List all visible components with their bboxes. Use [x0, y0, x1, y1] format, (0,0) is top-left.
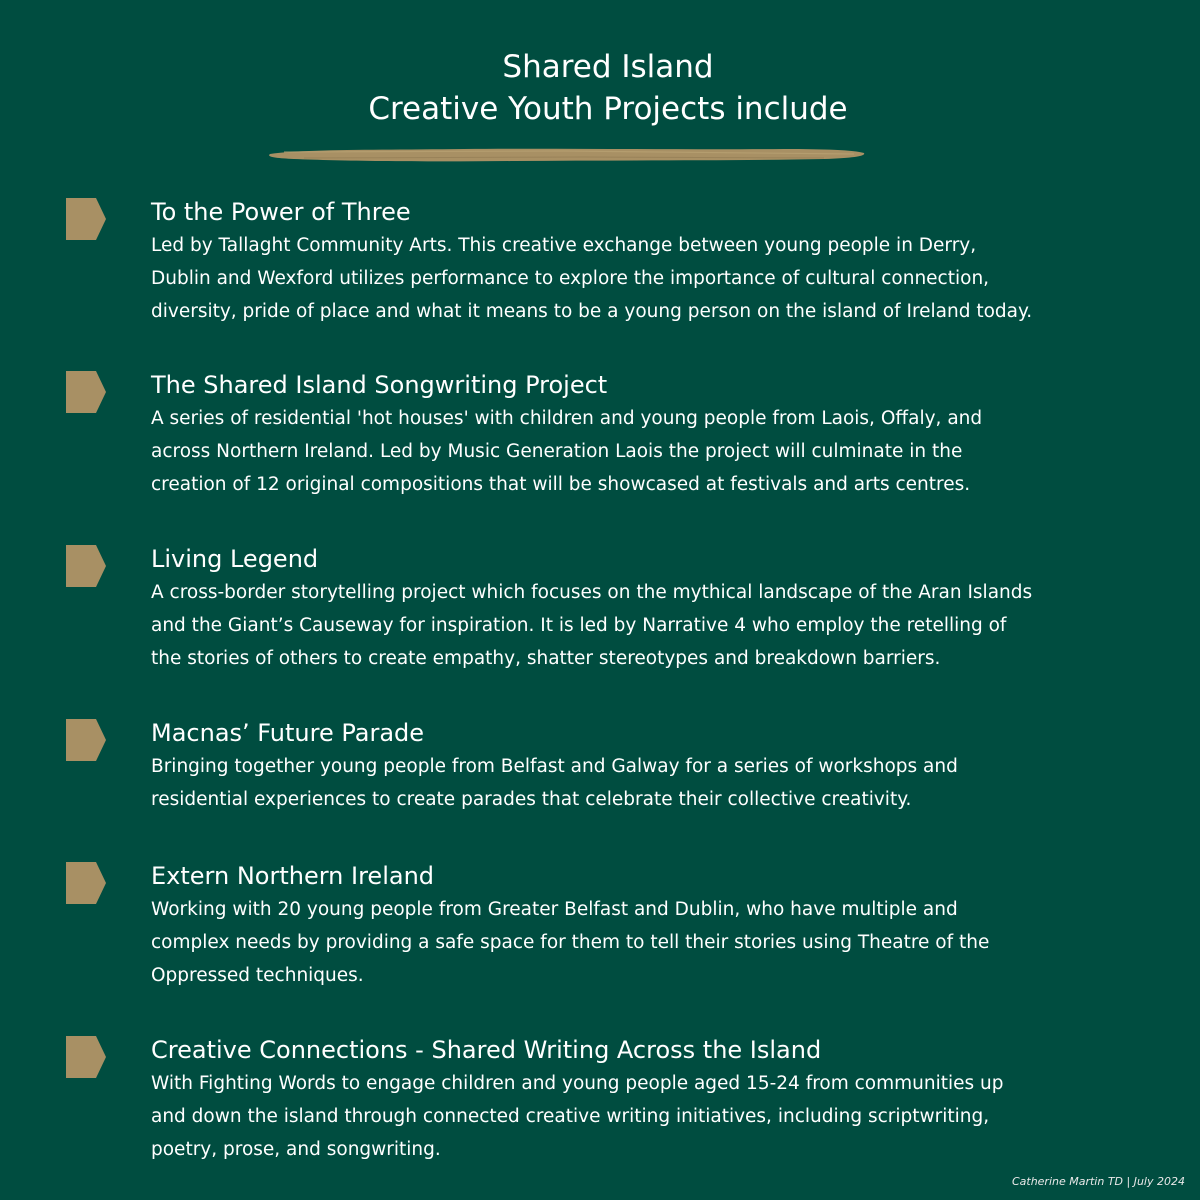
title-line-1: Shared Island	[502, 49, 714, 85]
description-line: residential experiences to create parades that celebrate their collective creativity.	[151, 789, 912, 810]
project-title: Extern Northern Ireland	[151, 862, 435, 890]
description-line: and the Giant’s Causeway for inspiration. It is led by Narrative 4 who employ the retelling of	[151, 615, 1007, 636]
description-line: A cross-border storytelling project which focuses on the mythical landscape of the Aran Islands	[151, 582, 1033, 603]
title-line-2: Creative Youth Projects include	[368, 91, 848, 127]
project-description	[151, 893, 1200, 992]
description-line: With Fighting Words to engage children and young people aged 15-24 from communities up	[151, 1073, 1004, 1094]
description-line: Bringing together young people from Belfast and Galway for a series of workshops and	[151, 756, 958, 777]
project-description	[151, 229, 1200, 328]
project-title: Macnas’ Future Parade	[151, 719, 425, 747]
description-line: Working with 20 young people from Greater Belfast and Dublin, who have multiple and	[151, 899, 958, 920]
project-title: Living Legend	[151, 545, 319, 573]
description-line: the stories of others to create empathy, shatter stereotypes and breakdown barriers.	[151, 648, 941, 669]
pentagon-arrow-bullet-icon	[66, 545, 106, 587]
description-line: Oppressed techniques.	[151, 965, 364, 986]
pentagon-arrow-bullet-icon	[66, 719, 106, 761]
description-line: creation of 12 original compositions that will be showcased at festivals and arts centres.	[151, 474, 971, 495]
pentagon-arrow-bullet-icon	[66, 198, 106, 240]
project-title: To the Power of Three	[151, 198, 411, 226]
footer-credit: Catherine Martin TD | July 2024	[1011, 1175, 1185, 1188]
description-line: complex needs by providing a safe space for them to tell their stories using Theatre of the	[151, 932, 990, 953]
project-description	[151, 402, 1200, 501]
description-line: Led by Tallaght Community Arts. This creative exchange between young people in Derry,	[151, 235, 977, 256]
description-line: Dublin and Wexford utilizes performance to explore the importance of cultural connection,	[151, 268, 990, 289]
description-line: A series of residential 'hot houses' with children and young people from Laois, Offaly, and	[151, 408, 983, 429]
description-line: diversity, pride of place and what it means to be a young person on the island of Ireland today.	[151, 301, 1033, 322]
pentagon-arrow-bullet-icon	[66, 1036, 106, 1078]
page-title	[0, 46, 1200, 130]
description-line: poetry, prose, and songwriting.	[151, 1139, 441, 1160]
pentagon-arrow-bullet-icon	[66, 862, 106, 904]
description-line: across Northern Ireland. Led by Music Generation Laois the project will culminate in the	[151, 441, 963, 462]
project-description	[151, 576, 1200, 675]
gold-brush-stroke-divider	[264, 145, 868, 165]
project-description	[151, 750, 1200, 816]
pentagon-arrow-bullet-icon	[66, 371, 106, 413]
description-line: and down the island through connected creative writing initiatives, including scriptwriting,	[151, 1106, 990, 1127]
project-description	[151, 1067, 1200, 1166]
project-title: Creative Connections - Shared Writing Across the Island	[151, 1036, 822, 1064]
project-title: The Shared Island Songwriting Project	[151, 371, 608, 399]
